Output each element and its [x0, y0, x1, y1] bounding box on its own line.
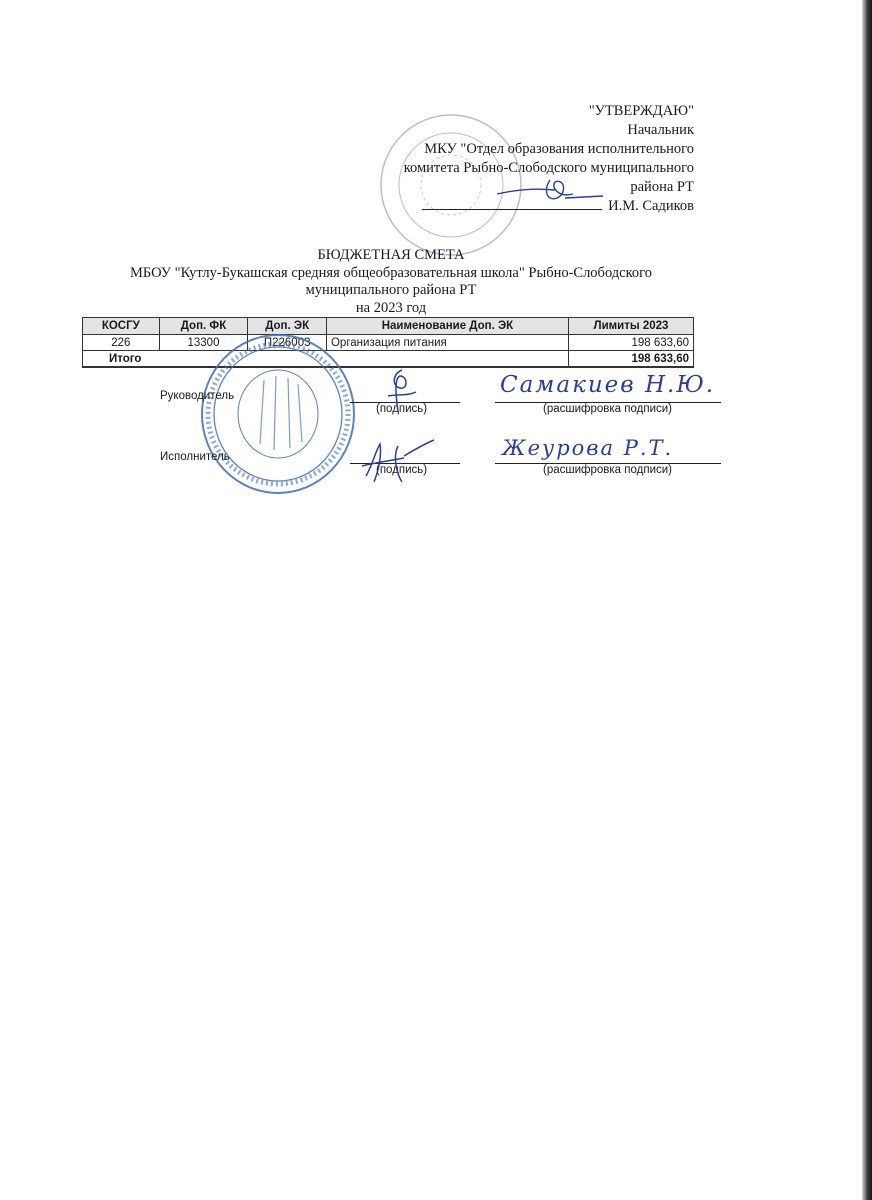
- col-kosgu: КОСГУ: [83, 318, 160, 335]
- col-dop-ek: Доп. ЭК: [248, 318, 327, 335]
- executor-decode-caption: (расшифровка подписи): [543, 464, 672, 476]
- executor-signature: [358, 436, 438, 486]
- executor-signature-caption: (подпись): [376, 464, 428, 476]
- approval-signer: И.М. Садиков: [608, 198, 694, 214]
- head-decode-caption: (расшифровка подписи): [543, 403, 672, 415]
- approval-org-line1: МКУ "Отдел образования исполнительного: [424, 141, 694, 157]
- head-role: Руководитель: [160, 390, 235, 402]
- table-header-row: [83, 318, 694, 335]
- total-row: [83, 351, 694, 368]
- executor-name-handwritten: Жеурова Р.Т.: [502, 436, 674, 460]
- executor-role: Исполнитель: [160, 451, 230, 463]
- total-label: Итого: [83, 351, 569, 368]
- head-signature-caption: (подпись): [376, 403, 428, 415]
- cell-dop-ek: П226003: [248, 335, 327, 351]
- cell-kosgu: 226: [83, 335, 160, 351]
- approval-org-line3: района РТ: [630, 179, 694, 195]
- approval-heading: "УТВЕРЖДАЮ": [588, 103, 694, 119]
- document-period: на 2023 год: [355, 299, 427, 316]
- institution-line1: МБОУ "Кутлу-Букашская средняя общеобразовательная школа" Рыбно-Слободского: [130, 264, 652, 281]
- col-limits: Лимиты 2023: [568, 318, 693, 335]
- col-name: Наименование Доп. ЭК: [326, 318, 568, 335]
- cell-dop-fk: 13300: [159, 335, 248, 351]
- col-dop-fk: Доп. ФК: [159, 318, 248, 335]
- budget-table: [82, 317, 694, 368]
- approval-position: Начальник: [627, 122, 694, 138]
- document-title-block: [86, 247, 696, 317]
- head-signature: [378, 366, 420, 414]
- approval-org-line2: комитета Рыбно-Слободского муниципального: [403, 160, 694, 176]
- total-value: 198 633,60: [568, 351, 693, 368]
- approval-signature: [495, 168, 605, 208]
- institution-line2: муниципального района РТ: [305, 282, 477, 298]
- table-row: [83, 335, 694, 351]
- cell-limit: 198 633,60: [568, 335, 693, 351]
- document-title: БЮДЖЕТНАЯ СМЕТА: [317, 247, 465, 263]
- scan-edge: [862, 0, 872, 1200]
- cell-name: Организация питания: [326, 335, 568, 351]
- head-signature-row: [0, 390, 872, 420]
- head-name-handwritten: Самакиев Н.Ю.: [500, 372, 716, 398]
